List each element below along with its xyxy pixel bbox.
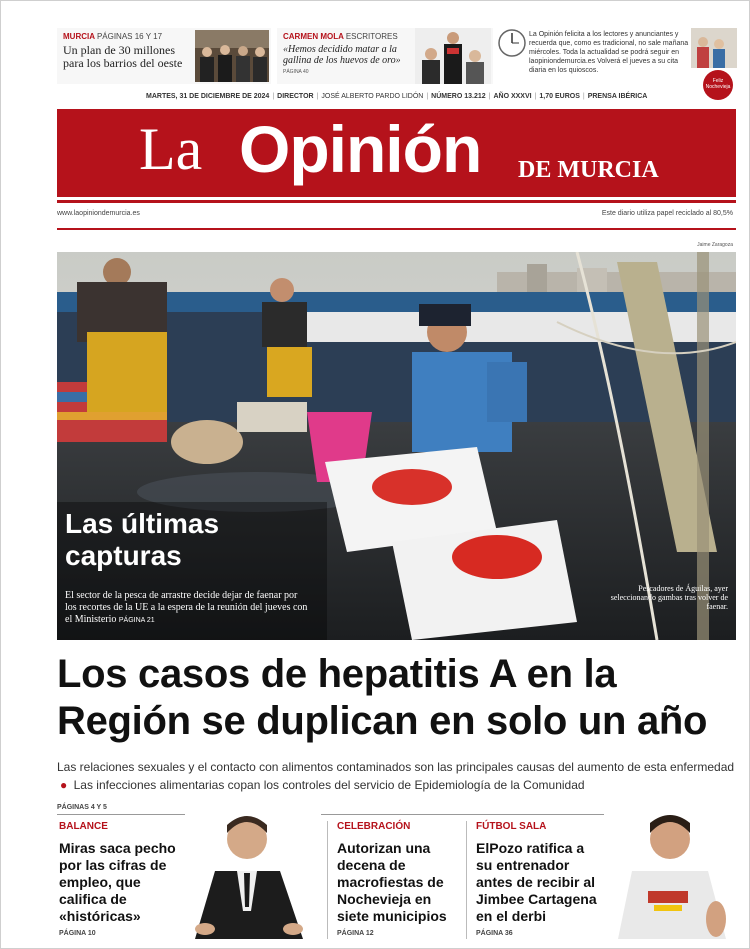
new-year-badge: Feliz Nochevieja: [703, 70, 733, 100]
masthead[interactable]: [57, 109, 736, 197]
lead-photo-illustration: [57, 252, 736, 640]
recycled-paper-note: Este diario utiliza papel reciclado al 80,5%: [601, 210, 733, 217]
issue-price: 1,70 EUROS: [539, 93, 580, 100]
teaser-quote: «Hemos decidido matar a la gallina de los huevos de oro»: [283, 44, 401, 66]
lead-photo[interactable]: [57, 252, 736, 640]
teaser-murcia[interactable]: [57, 28, 271, 84]
lead-title-line2: capturas: [65, 540, 182, 571]
issue-date: MARTES, 31 DE DICIEMBRE DE 2024: [146, 93, 270, 100]
lead-desc-text: El sector de la pesca de arrastre decide dejar de faenar por los recortes de la UE a la espera de la reunión del jueves con el Ministerio: [65, 590, 308, 625]
teaser-page: PÁGINA 40: [283, 69, 309, 75]
logo-de-murcia: DE MURCIA: [518, 157, 659, 183]
headline-line2: Región se duplican en solo un año: [57, 699, 708, 743]
photo-caption: Pescadores de Águilas, ayer seleccionando gambas tras volver de faenar.: [610, 584, 728, 611]
headline-subhead: [57, 758, 737, 794]
director-name: JOSÉ ALBERTO PARDO LIDÓN: [321, 93, 424, 100]
story-kicker: CELEBRACIÓN: [337, 821, 411, 832]
teaser-carmen-mola[interactable]: [277, 28, 493, 84]
dateline: MARTES, 31 DE DICIEMBRE DE 2024 | DIRECTOR | JOSÉ ALBERTO PARDO LIDÓN | NÚMERO 13.212 | AÑO XXXVI | 1,70 EUROS | PRENSA IBÉRICA: [146, 93, 648, 100]
clock-icon: [497, 28, 527, 68]
section-rule: [57, 228, 736, 230]
top-teasers: [57, 28, 737, 90]
teaser-notice[interactable]: [497, 28, 737, 90]
story-page: PÁGINA 10: [59, 930, 96, 937]
story-celebracion[interactable]: [337, 821, 461, 939]
story-futbol-sala[interactable]: [476, 821, 736, 939]
website-url[interactable]: www.laopiniondemurcia.es: [57, 210, 140, 217]
story-page: PÁGINA 12: [337, 930, 374, 937]
story-photo-coach: [604, 809, 736, 939]
story-title: ElPozo ratifica a su entrenador antes de recibir al Jimbee Cartagena en el derbi: [476, 840, 597, 924]
logo-la: La: [139, 116, 203, 182]
teaser-kicker-red: CARMEN MOLA: [283, 32, 344, 41]
notice-text: La Opinión felicita a los lectores y anunciantes y recuerda que, como es tradicional, no sale mañana miércoles. Toda la actualidad se podrá seguir en laopiniondemurcia.es Volverá el jueves a su cita diaria en los quioscos.: [529, 31, 689, 74]
headline-pages: PÁGINAS 4 Y 5: [57, 804, 107, 811]
teaser-kicker-section: ESCRITORES: [345, 32, 398, 41]
bullet-dot-icon: ●: [60, 778, 68, 792]
story-kicker: FÚTBOL SALA: [476, 821, 547, 832]
lead-title-line1: Las últimas: [65, 508, 220, 539]
teaser-kicker-red: MURCIA: [63, 32, 95, 41]
teaser-kicker: [63, 32, 193, 41]
director-label: DIRECTOR: [277, 93, 314, 100]
lead-photo-description: [65, 590, 309, 627]
teaser-text: Un plan de 30 millones para los barrios del oeste: [63, 43, 183, 70]
column-divider: [327, 821, 328, 939]
lead-desc-page: PÁGINA 21: [118, 617, 155, 624]
story-balance[interactable]: [59, 821, 321, 939]
headline-line1: Los casos de hepatitis A en la: [57, 652, 617, 696]
issue-number: NÚMERO 13.212: [431, 93, 486, 100]
publisher-group: PRENSA IBÉRICA: [587, 93, 648, 100]
photo-credit: Jaime Zaragoza: [697, 242, 733, 248]
subhead-part1: Las relaciones sexuales y el contacto con alimentos contaminados son las principales causas del aumento de esta enfermedad: [57, 760, 735, 774]
subhead-part2: Las infecciones alimentarias copan los controles del servicio de Epidemiología de la Comunidad: [73, 778, 585, 792]
teaser-photo-family: [691, 28, 737, 68]
story-title: Autorizan una decena de macrofiestas de Nochevieja en siete municipios: [337, 840, 447, 924]
story-photo-politician: [185, 811, 321, 939]
teaser-kicker: [283, 32, 413, 41]
teaser-photo-officials: [195, 30, 269, 82]
logo-opinion: Opinión: [239, 112, 482, 186]
column-divider: [466, 821, 467, 939]
story-kicker: BALANCE: [59, 821, 108, 832]
main-headline[interactable]: [57, 651, 747, 745]
teaser-kicker-pages: PÁGINAS 16 Y 17: [96, 32, 163, 41]
story-page: PÁGINA 36: [476, 930, 513, 937]
lead-photo-title: [65, 508, 219, 572]
story-title: Miras saca pecho por las cifras de empleo, que califica de «históricas»: [59, 840, 176, 924]
issue-year: AÑO XXXVI: [493, 93, 532, 100]
teaser-photo-writers: [415, 28, 491, 84]
masthead-rule: [57, 200, 736, 203]
